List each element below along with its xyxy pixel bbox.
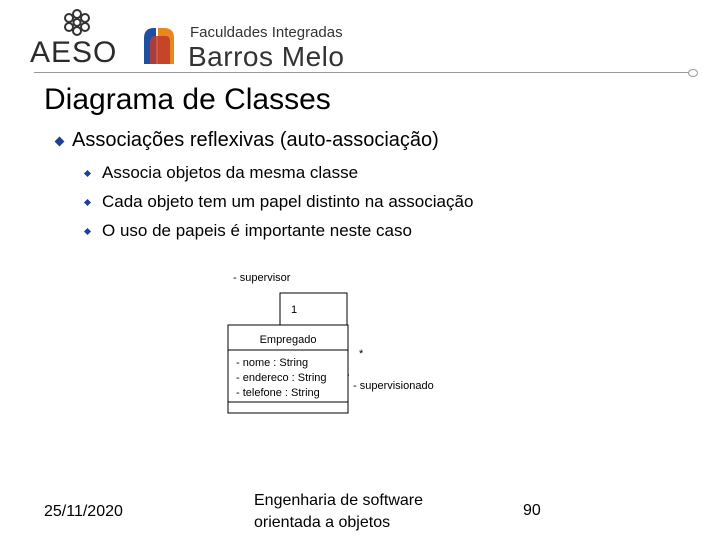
- multiplicity-many: *: [359, 348, 364, 360]
- aeso-logo-text: AESO: [30, 36, 118, 69]
- sub-bullet-diamond-icon: [84, 228, 91, 235]
- bullet-diamond-icon: [55, 137, 65, 147]
- class-attribute: - telefone : String: [236, 387, 320, 399]
- header-divider: [34, 72, 692, 73]
- sub-bullet-diamond-icon: [84, 170, 91, 177]
- uml-class-diagram: [225, 265, 465, 420]
- header-divider-end: [688, 69, 698, 77]
- role-supervisor: - supervisor: [233, 272, 291, 284]
- page-number: 90: [523, 502, 541, 519]
- footer-course: [254, 490, 464, 534]
- multiplicity-one: 1: [291, 304, 298, 316]
- slide-title: Diagrama de Classes: [44, 83, 331, 116]
- aeso-flower-mark: [65, 10, 89, 35]
- footer-date: 25/11/2020: [44, 503, 123, 520]
- footer-course-line: Engenharia de software: [254, 492, 423, 509]
- role-supervisionado: - supervisionado: [353, 380, 434, 392]
- class-attribute: - endereco : String: [236, 372, 327, 384]
- sub-bullet-text: Associa objetos da mesma classe: [102, 163, 359, 182]
- logo-subtitle: Faculdades Integradas: [190, 24, 343, 41]
- sub-bullet-text: Cada objeto tem um papel distinto na associação: [102, 192, 474, 211]
- footer-course-line: orientada a objetos: [254, 514, 391, 531]
- barros-melo-logo-mark: [140, 24, 184, 66]
- main-bullet-text: Associações reflexivas (auto-associação): [72, 129, 439, 151]
- sub-bullet-text: O uso de papeis é importante neste caso: [102, 221, 412, 240]
- sub-bullet-diamond-icon: [84, 199, 91, 206]
- class-name: Empregado: [259, 334, 317, 346]
- class-attribute: - nome : String: [236, 357, 309, 369]
- logo-title: Barros Melo: [188, 41, 345, 72]
